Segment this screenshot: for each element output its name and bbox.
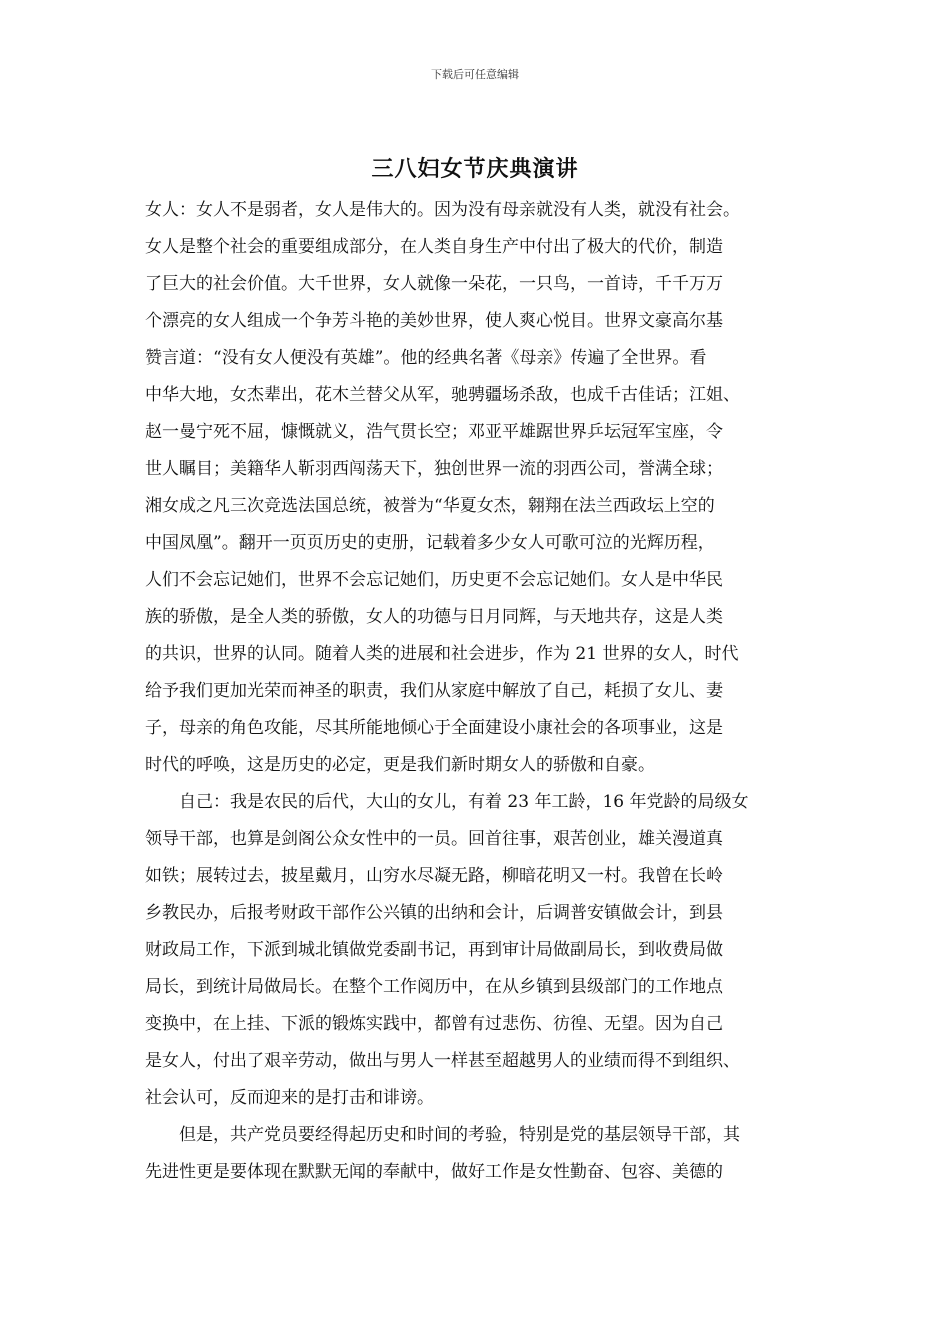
text-line: 世人瞩目；美籍华人靳羽西闯荡天下，独创世界一流的羽西公司，誉满全球； — [145, 459, 723, 479]
text-line: 社会认可，反而迎来的是打击和诽谤。 — [145, 1088, 434, 1108]
text-line: 了巨大的社会价值。大千世界，女人就像一朵花，一只鸟，一首诗，千千万万 — [145, 274, 723, 294]
text-line: 但是，共产党员要经得起历史和时间的考验，特别是党的基层领导干部，其 — [145, 1125, 740, 1145]
page-title: 三八妇女节庆典演讲 — [371, 156, 579, 182]
text-line: 中国凤凰”。翻开一页页历史的吏册，记载着多少女人可歌可泣的光辉历程， — [145, 533, 715, 553]
text-line: 给予我们更加光荣而神圣的职责，我们从家庭中解放了自己，耗损了女儿、妻 — [145, 681, 723, 701]
text-line: 是女人，付出了艰辛劳动，做出与男人一样甚至超越男人的业绩而得不到组织、 — [145, 1051, 740, 1071]
header-note: 下载后可任意编辑 — [431, 68, 519, 81]
text-line: 乡教民办，后报考财政干部作公兴镇的出纳和会计，后调普安镇做会计，到县 — [145, 903, 723, 923]
text-line: 族的骄傲，是全人类的骄傲，女人的功德与日月同辉，与天地共存，这是人类 — [145, 607, 723, 627]
text-line: 女人：女人不是弱者，女人是伟大的。因为没有母亲就没有人类，就没有社会。 — [145, 200, 740, 220]
text-line: 子，母亲的角色攻能，尽其所能地倾心于全面建设小康社会的各项事业，这是 — [145, 718, 723, 738]
document-body — [145, 192, 825, 1191]
text-line: 赵一曼宁死不屈，慷慨就义，浩气贯长空；邓亚平雄踞世界乒坛冠军宝座，令 — [145, 422, 723, 442]
text-line: 自己：我是农民的后代，大山的女儿，有着 23 年工龄，16 年党龄的局级女 — [145, 792, 749, 812]
text-line: 人们不会忘记她们，世界不会忘记她们，历史更不会忘记她们。女人是中华民 — [145, 570, 723, 590]
text-line: 如铁；展转过去，披星戴月，山穷水尽凝无路，柳暗花明又一村。我曾在长岭 — [145, 866, 723, 886]
text-line: 局长，到统计局做局长。在整个工作阅历中，在从乡镇到县级部门的工作地点 — [145, 977, 723, 997]
text-line: 中华大地，女杰辈出，花木兰替父从军，驰骋疆场杀敌，也成千古佳话；江姐、 — [145, 385, 740, 405]
text-line: 女人是整个社会的重要组成部分，在人类自身生产中付出了极大的代价，制造 — [145, 237, 723, 257]
text-line: 湘女成之凡三次竞选法国总统，被誉为“华夏女杰，翱翔在法兰西政坛上空的 — [145, 496, 715, 516]
text-line: 财政局工作，下派到城北镇做党委副书记，再到审计局做副局长，到收费局做 — [145, 940, 723, 960]
text-line: 的共识，世界的认同。随着人类的进展和社会进步，作为 21 世界的女人，时代 — [145, 644, 739, 664]
text-line: 个漂亮的女人组成一个争芳斗艳的美妙世界，使人爽心悦目。世界文豪高尔基 — [145, 311, 723, 331]
text-line: 领导干部，也算是剑阁公众女性中的一员。回首往事，艰苦创业，雄关漫道真 — [145, 829, 723, 849]
text-line: 时代的呼唤，这是历史的必定，更是我们新时期女人的骄傲和自豪。 — [145, 755, 655, 775]
text-line: 先进性更是要体现在默默无闻的奉献中，做好工作是女性勤奋、包容、美德的 — [145, 1162, 723, 1182]
text-line: 变换中，在上挂、下派的锻炼实践中，都曾有过悲伤、彷徨、无望。因为自己 — [145, 1014, 723, 1034]
text-line: 赞言道：“没有女人便没有英雄”。他的经典名著《母亲》传遍了全世界。看 — [145, 348, 707, 368]
